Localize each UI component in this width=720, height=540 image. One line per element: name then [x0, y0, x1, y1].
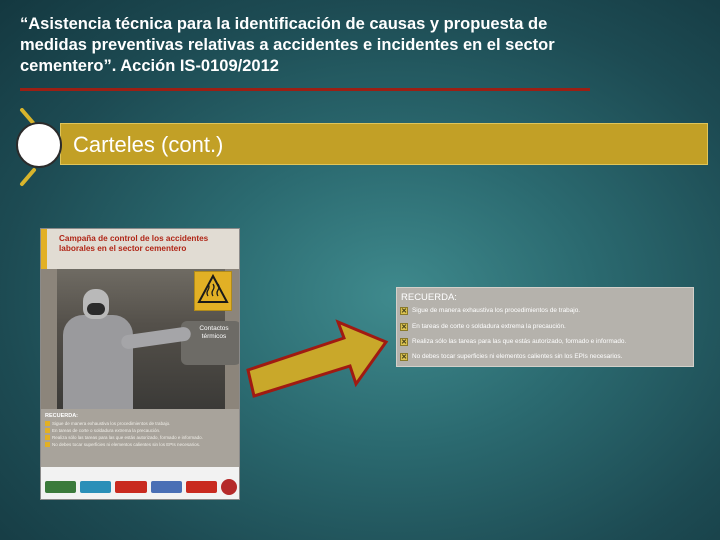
sponsor-logo [80, 481, 111, 493]
poster-logo-strip [41, 467, 240, 500]
recuerda-item [400, 338, 626, 346]
hazard-caption: Contactos térmicos [199, 325, 229, 340]
recuerda-item [400, 323, 566, 331]
right-arrow-icon [240, 300, 390, 400]
worker-figure [63, 315, 133, 409]
recuerda-item-text: Sigue de manera exhaustiva los procedimientos de trabajo. [412, 307, 581, 314]
recuerda-item-text: No debes tocar superficies ni elementos calientes sin los EPIs necesarios. [412, 353, 623, 360]
checkbox-icon [45, 428, 50, 433]
recuerda-heading: RECUERDA: [401, 292, 457, 303]
checkbox-icon [45, 442, 50, 447]
checkbox-icon [45, 421, 50, 426]
poster-recuerda-heading: RECUERDA: [45, 413, 78, 419]
section-bullet-circle [16, 122, 62, 168]
checkbox-icon: ✕ [401, 353, 407, 361]
poster-text-block [41, 409, 240, 467]
poster-line: No debes tocar superficies ni elementos calientes sin los EPIs necesarios. [45, 441, 237, 448]
checkbox-icon: ✕ [401, 307, 407, 315]
recuerda-item [400, 353, 622, 361]
sponsor-logo [151, 481, 182, 493]
recuerda-item-text: Realiza sólo las tareas para las que estás autorizado, formado e informado. [412, 338, 627, 345]
recuerda-box [396, 287, 694, 367]
title-area [0, 0, 720, 100]
sponsor-logo [221, 479, 237, 495]
poster-header-accent [41, 229, 47, 269]
poster-pillar-left [41, 269, 57, 409]
hazard-heat-icon [194, 271, 232, 311]
slide-title: “Asistencia técnica para la identificación de causas y propuesta de medidas preventivas relativas a accidentes e incidentes en el sector cementero”. Acción IS-0109/2012 [20, 15, 555, 75]
poster-image [40, 228, 240, 500]
recuerda-item [400, 307, 580, 315]
recuerda-item-text: En tareas de corte o soldadura extrema la precaución. [412, 323, 566, 330]
poster-line: Sigue de manera exhaustiva los procedimientos de trabajo. [45, 420, 237, 427]
poster-line: En tareas de corte o soldadura extrema la precaución. [45, 427, 237, 434]
poster-title: Campaña de control de los accidentes laborales en el sector cementero [59, 234, 209, 253]
sponsor-logo [45, 481, 76, 493]
sponsor-logo [186, 481, 217, 493]
checkbox-icon: ✕ [401, 338, 407, 346]
sponsor-logo [115, 481, 146, 493]
checkbox-icon: ✕ [401, 323, 407, 331]
poster-photo [41, 269, 240, 409]
section-title: Carteles (cont.) [73, 132, 224, 157]
title-divider [20, 88, 590, 91]
poster-line: Realiza sólo las tareas para las que estás autorizado, formado e informado. [45, 434, 237, 441]
worker-mask [87, 303, 105, 315]
checkbox-icon [45, 435, 50, 440]
section-header-bar [60, 123, 708, 165]
poster-header [41, 229, 240, 269]
